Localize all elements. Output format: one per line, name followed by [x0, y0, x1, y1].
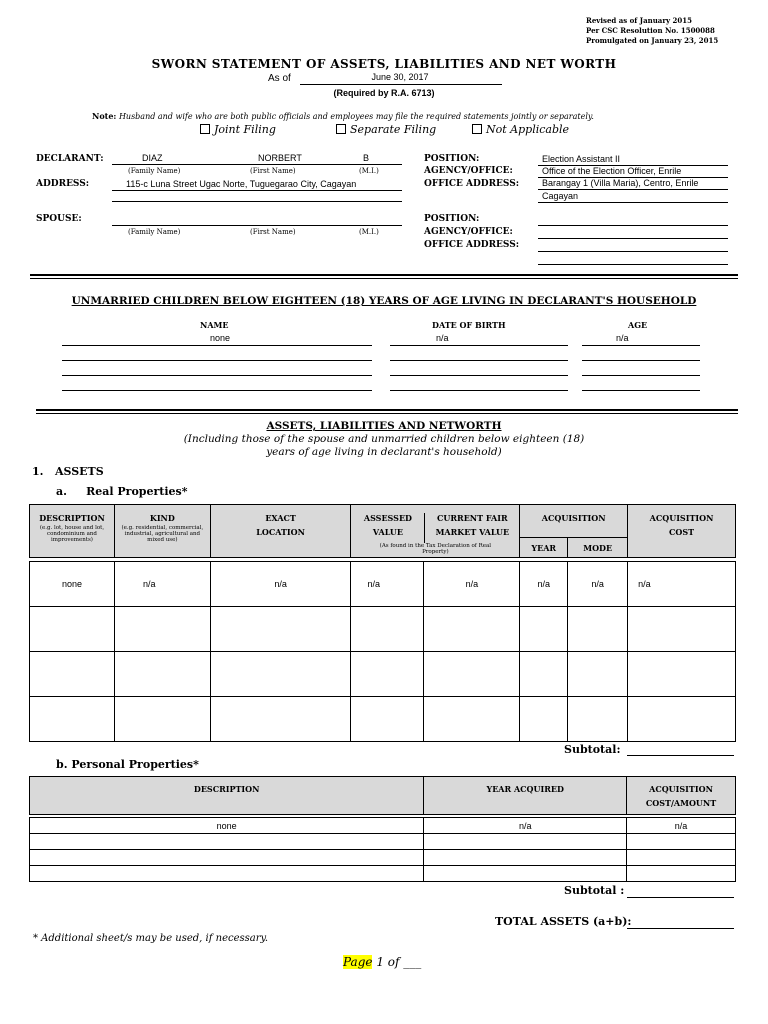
real-year-header-label: YEAR — [531, 542, 557, 553]
section-divider-1 — [30, 274, 738, 276]
personal-cost-header-2: COST/AMOUNT — [645, 798, 717, 808]
spouse-agency-line — [538, 238, 728, 239]
table-cell[interactable] — [627, 834, 736, 850]
personal-desc-header-label: DESCRIPTION — [193, 784, 260, 794]
real-cost-header-1: ACQUISITION — [649, 513, 714, 523]
position-label: POSITION: — [424, 154, 480, 164]
form-title: SWORN STATEMENT OF ASSETS, LIABILITIES AND NET WORTH — [151, 57, 617, 71]
address-line-2 — [112, 201, 402, 202]
personal-cost-header-1: ACQUISITION — [649, 784, 713, 794]
real-year-header — [520, 538, 568, 558]
real-desc-header-note: (e.g. lot, house and lot, condominium and improvements) — [39, 525, 105, 543]
real-value-header — [351, 505, 520, 558]
real-mode-header — [568, 538, 628, 558]
table-cell[interactable] — [424, 850, 627, 866]
table-cell[interactable] — [114, 652, 210, 697]
as-of-label: As of — [268, 73, 291, 84]
section-divider-1b — [30, 278, 738, 279]
revision-line-1: Revised as of January 2015 — [586, 16, 692, 25]
children-dob-header: DATE OF BIRTH — [432, 320, 506, 330]
spouse-name-line — [112, 225, 402, 226]
declarant-position[interactable]: Election Assistant II — [542, 154, 621, 164]
table-cell[interactable]: n/a — [628, 562, 736, 607]
note-text: Husband and wife who are both public officials and employees may file the required statements jointly or separately. — [118, 112, 594, 121]
table-cell[interactable] — [30, 607, 115, 652]
not-applicable-option[interactable] — [472, 123, 569, 136]
personal-year-header — [424, 777, 627, 815]
declarant-mi[interactable]: B — [363, 153, 370, 163]
joint-filing-label: Joint Filing — [214, 123, 276, 136]
table-cell[interactable] — [30, 697, 115, 742]
real-subtotal-line[interactable] — [627, 755, 734, 756]
real-desc-header — [30, 505, 115, 558]
child-age-line — [582, 345, 700, 346]
table-cell[interactable]: none — [30, 818, 424, 834]
table-cell[interactable] — [627, 850, 736, 866]
table-cell[interactable] — [30, 652, 115, 697]
declarant-family-caption: (Family Name) — [128, 167, 181, 175]
table-cell[interactable] — [114, 607, 210, 652]
table-cell[interactable] — [351, 652, 424, 697]
child-dob-line — [390, 390, 568, 391]
joint-filing-checkbox[interactable] — [200, 124, 210, 134]
real-assessed-header-2: VALUE — [372, 527, 403, 537]
table-row — [30, 850, 736, 866]
table-cell[interactable] — [520, 697, 568, 742]
child-name-line — [62, 345, 372, 346]
table-cell[interactable] — [210, 607, 351, 652]
child-name[interactable]: none — [210, 333, 231, 343]
not-applicable-label: Not Applicable — [486, 123, 570, 136]
real-desc-header-label: DESCRIPTION — [39, 513, 105, 523]
table-cell[interactable] — [30, 834, 424, 850]
real-location-header-2: LOCATION — [256, 527, 305, 537]
table-row — [30, 697, 736, 742]
real-acquisition-header-label: ACQUISITION — [541, 513, 606, 523]
personal-year-header-label: YEAR ACQUIRED — [486, 784, 564, 794]
child-age-line — [582, 375, 700, 376]
revision-line-3: Promulgated on January 23, 2015 — [586, 36, 719, 45]
real-subtotal-label: Subtotal: — [564, 743, 621, 756]
declarant-first-caption: (First Name) — [250, 167, 296, 175]
child-name-line — [62, 375, 372, 376]
table-cell[interactable] — [424, 652, 520, 697]
joint-filing-option[interactable] — [200, 123, 276, 136]
table-row — [30, 866, 736, 882]
table-cell[interactable]: none — [30, 562, 115, 607]
table-cell[interactable]: n/a — [627, 818, 736, 834]
table-row — [30, 562, 736, 607]
assets-subtitle-2: years of age living in declarant's household) — [266, 446, 502, 458]
real-properties-table — [29, 504, 736, 742]
child-age-line — [582, 360, 700, 361]
children-title: UNMARRIED CHILDREN BELOW EIGHTEEN (18) YEARS OF AGE LIVING IN DECLARANT'S HOUSEHOLD — [71, 295, 697, 307]
spouse-family-caption: (Family Name) — [128, 228, 181, 236]
spouse-label: SPOUSE: — [36, 214, 82, 224]
real-assessed-header-1: ASSESSED — [363, 513, 412, 523]
total-assets-label: TOTAL ASSETS (a+b): — [495, 915, 632, 928]
child-name-line — [62, 390, 372, 391]
real-kind-header-label: KIND — [149, 513, 175, 523]
declarant-address[interactable]: 115-c Luna Street Ugac Norte, Tuguegarao City, Cagayan — [126, 179, 357, 189]
office-address-label: OFFICE ADDRESS: — [424, 179, 520, 189]
table-cell[interactable] — [210, 652, 351, 697]
real-cost-header-2: COST — [669, 527, 695, 537]
spouse-position-label: POSITION: — [424, 214, 480, 224]
table-cell[interactable] — [210, 697, 351, 742]
office-address-line-1 — [538, 189, 728, 190]
table-cell[interactable] — [628, 607, 736, 652]
table-cell[interactable] — [520, 652, 568, 697]
table-row — [30, 818, 736, 834]
declarant-office-address-2[interactable]: Cagayan — [542, 191, 579, 201]
personal-subtotal-line[interactable] — [627, 897, 734, 898]
note-line — [92, 111, 594, 121]
section-divider-2 — [36, 409, 738, 411]
children-name-header: NAME — [200, 320, 229, 330]
table-cell[interactable] — [627, 866, 736, 882]
assets-title: ASSETS, LIABILITIES AND NETWORTH — [266, 420, 502, 432]
personal-cost-header — [627, 777, 736, 815]
table-cell[interactable] — [628, 652, 736, 697]
child-dob[interactable]: n/a — [436, 333, 449, 343]
real-location-header-1: EXACT — [265, 513, 296, 523]
declarant-mi-caption: (M.I.) — [359, 167, 379, 175]
table-cell[interactable] — [568, 607, 628, 652]
section-divider-2b — [36, 413, 738, 414]
real-value-header-note: (As found in the Tax Declaration of Real Property) — [379, 543, 492, 555]
table-cell[interactable] — [424, 697, 520, 742]
page-text: 1 of ___ — [376, 955, 422, 969]
declarant-family-name[interactable]: DIAZ — [142, 153, 163, 163]
table-cell[interactable] — [30, 866, 424, 882]
table-cell[interactable] — [568, 652, 628, 697]
real-properties-heading: a. Real Properties* — [56, 485, 188, 498]
declarant-name-line — [112, 164, 402, 165]
spouse-office-line-1 — [538, 251, 728, 252]
as-of-line — [300, 84, 502, 85]
table-cell[interactable] — [424, 834, 627, 850]
real-kind-header — [114, 505, 210, 558]
child-name-line — [62, 360, 372, 361]
real-kind-header-note: (e.g. residential, commercial, industrial, agricultural and mixed use) — [121, 525, 204, 543]
office-address-line-2 — [538, 202, 728, 203]
table-row — [30, 652, 736, 697]
personal-subtotal-label: Subtotal : — [564, 884, 625, 897]
real-fair-header-1: CURRENT FAIR — [437, 513, 508, 523]
child-dob-line — [390, 345, 568, 346]
spouse-mi-caption: (M.I.) — [359, 228, 379, 236]
total-assets-line[interactable] — [627, 928, 734, 929]
table-cell[interactable]: n/a — [114, 562, 210, 607]
revision-line-2: Per CSC Resolution No. 1500088 — [586, 26, 715, 35]
declarant-first-name[interactable]: NORBERT — [258, 153, 302, 163]
spouse-first-caption: (First Name) — [250, 228, 296, 236]
real-acquisition-header — [520, 505, 628, 538]
table-cell[interactable] — [351, 697, 424, 742]
separate-filing-checkbox[interactable] — [336, 124, 346, 134]
agency-label: AGENCY/OFFICE: — [424, 166, 513, 176]
real-mode-header-label: MODE — [583, 542, 613, 553]
table-cell[interactable]: n/a — [424, 818, 627, 834]
address-label: ADDRESS: — [36, 179, 90, 189]
not-applicable-checkbox[interactable] — [472, 124, 482, 134]
table-cell[interactable] — [520, 607, 568, 652]
separate-filing-option[interactable] — [336, 123, 436, 136]
note-label: Note: — [92, 111, 117, 121]
table-cell[interactable]: n/a — [520, 562, 568, 607]
declarant-agency[interactable]: Office of the Election Officer, Enrile — [542, 166, 682, 176]
real-fair-header-2: MARKET VALUE — [435, 527, 510, 537]
table-cell[interactable] — [568, 697, 628, 742]
table-cell[interactable]: n/a — [351, 562, 424, 607]
as-of-value[interactable]: June 30, 2017 — [371, 72, 429, 82]
table-cell[interactable]: n/a — [568, 562, 628, 607]
table-cell[interactable] — [30, 850, 424, 866]
table-cell[interactable] — [628, 697, 736, 742]
spouse-agency-label: AGENCY/OFFICE: — [424, 227, 513, 237]
table-cell[interactable] — [424, 866, 627, 882]
declarant-label: DECLARANT: — [36, 154, 104, 164]
real-cost-header — [628, 505, 736, 558]
child-age-line — [582, 390, 700, 391]
child-dob-line — [390, 375, 568, 376]
child-age[interactable]: n/a — [616, 333, 629, 343]
spouse-position-line — [538, 225, 728, 226]
table-cell[interactable] — [114, 697, 210, 742]
personal-properties-table — [29, 776, 736, 882]
personal-desc-header — [30, 777, 424, 815]
table-cell[interactable]: n/a — [210, 562, 351, 607]
footnote: * Additional sheet/s may be used, if necessary. — [33, 933, 269, 944]
personal-properties-heading: b. Personal Properties* — [56, 758, 199, 771]
required-by: (Required by R.A. 6713) — [333, 88, 435, 98]
declarant-office-address-1[interactable]: Barangay 1 (Villa Maria), Centro, Enrile — [542, 178, 699, 188]
table-row — [30, 834, 736, 850]
real-location-header — [210, 505, 351, 558]
page-label: Page — [343, 955, 373, 969]
table-row — [30, 607, 736, 652]
table-cell[interactable] — [424, 607, 520, 652]
page-number — [343, 955, 421, 969]
revision-block — [586, 16, 718, 46]
assets-subtitle-1: (Including those of the spouse and unmarried children below eighteen (18) — [183, 433, 585, 445]
spouse-office-address-label: OFFICE ADDRESS: — [424, 240, 520, 250]
table-cell[interactable]: n/a — [424, 562, 520, 607]
children-age-header: AGE — [628, 320, 648, 330]
table-cell[interactable] — [351, 607, 424, 652]
child-dob-line — [390, 360, 568, 361]
spouse-office-line-2 — [538, 264, 728, 265]
separate-filing-label: Separate Filing — [350, 123, 437, 136]
address-line — [112, 190, 402, 191]
assets-heading: 1. ASSETS — [32, 465, 104, 478]
